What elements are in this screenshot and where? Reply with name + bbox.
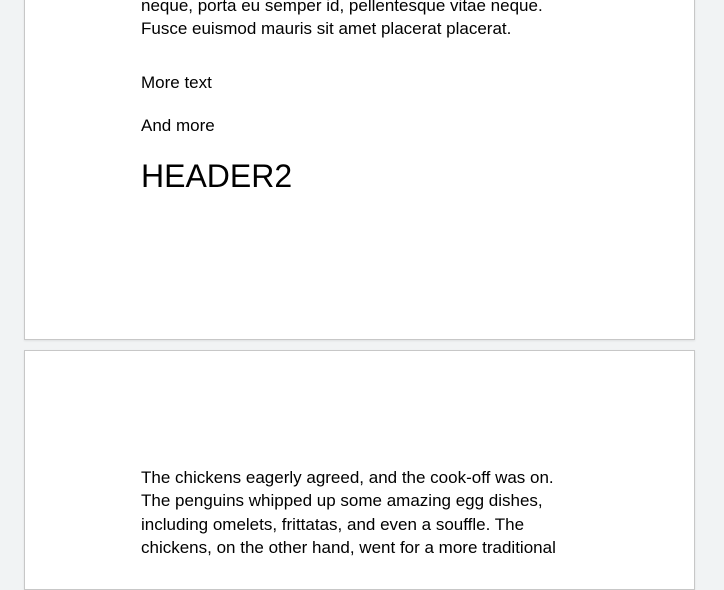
text-line: neque, porta eu semper id, pellentesque vitae neque. (141, 0, 543, 15)
body-paragraph-lorem[interactable] (141, 0, 581, 41)
document-page-1 (24, 0, 695, 340)
text-line: Fusce euismod mauris sit amet placerat placerat. (141, 19, 512, 39)
text-line: The chickens eagerly agreed, and the cook-off was on. (141, 468, 554, 487)
text-line: including omelets, frittatas, and even a souffle. The (141, 514, 525, 534)
body-paragraph-and-more[interactable]: And more (141, 116, 215, 135)
body-paragraph-more-text[interactable]: More text (141, 73, 212, 92)
text-line: chickens, on the other hand, went for a more traditional (141, 537, 556, 557)
heading-2[interactable]: HEADER2 (141, 158, 293, 194)
document-page-2 (24, 350, 695, 590)
text-line: The penguins whipped up some amazing egg dishes, (141, 491, 543, 511)
body-paragraph-chickens[interactable] (141, 466, 581, 559)
